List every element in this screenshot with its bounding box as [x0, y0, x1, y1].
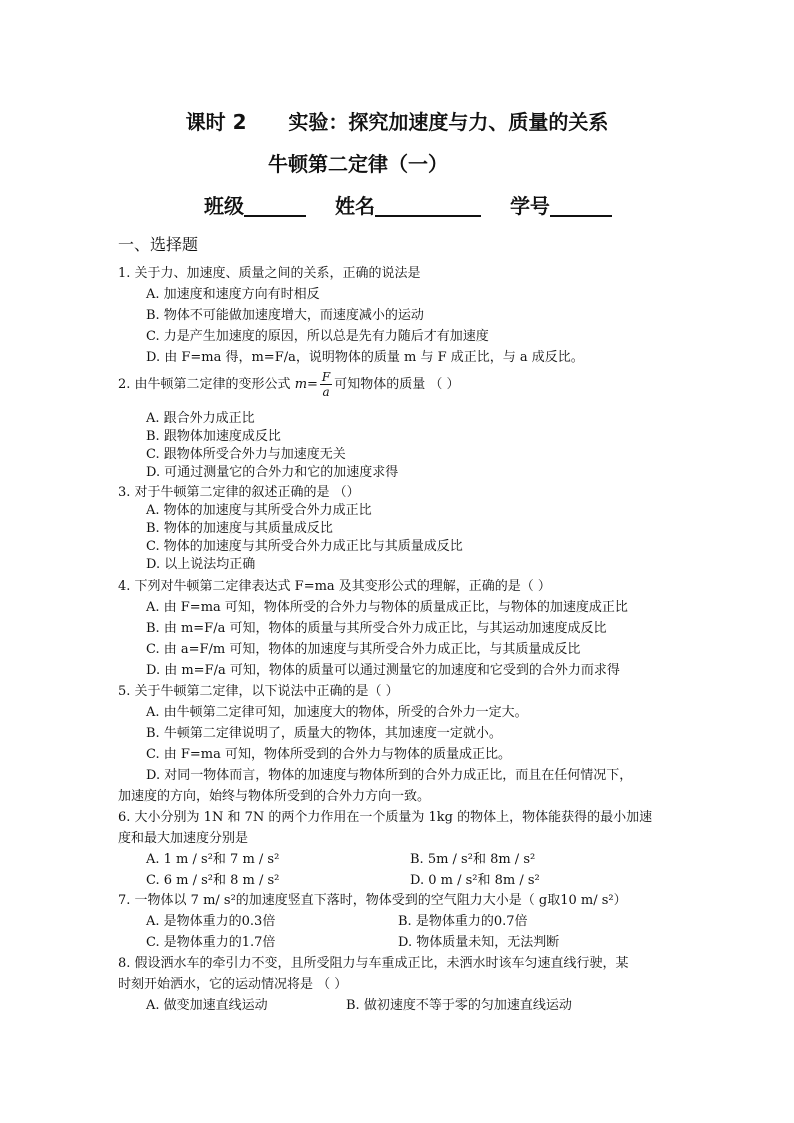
question-5-stem: 5. 关于牛顿第二定律，以下说法中正确的是（ ） [118, 684, 399, 699]
question-7-stem: 7. 一物体以 7 m/ s²的加速度竖直下落时，物体受到的空气阻力大小是（ g取10 m/ s²） [118, 893, 627, 908]
question-4-option-c: C. 由 a=F/m 可知，物体的加速度与其所受合外力成正比，与其质量成反比 [146, 642, 581, 657]
fraction-numerator: F [321, 370, 331, 384]
lesson-title: 课时 2 实验：探究加速度与力、质量的关系 [185, 110, 609, 134]
question-3-option-d: D. 以上说法均正确 [146, 557, 256, 572]
question-3-option-c: C. 物体的加速度与其所受合外力成正比与其质量成反比 [146, 539, 463, 554]
question-4-option-d: D. 由 m=F/a 可知，物体的质量可以通过测量它的加速度和它受到的合外力而求得 [146, 663, 620, 678]
question-2-option-b: B. 跟物体加速度成反比 [146, 429, 281, 444]
fraction-denominator: a [322, 385, 330, 399]
name-blank[interactable] [375, 195, 481, 217]
id-blank[interactable] [550, 195, 612, 217]
question-8-option-b: B. 做初速度不等于零的匀加速直线运动 [346, 998, 572, 1013]
question-1-option-a: A. 加速度和速度方向有时相反 [146, 287, 320, 302]
question-2-option-d: D. 可通过测量它的合外力和它的加速度求得 [146, 465, 399, 480]
name-label: 姓名 [334, 194, 375, 218]
question-1-option-d: D. 由 F=ma 得，m=F/a，说明物体的质量 m 与 F 成正比，与 a 成反比。 [146, 350, 584, 365]
question-2-fraction [320, 370, 332, 399]
question-3-stem: 3. 对于牛顿第二定律的叙述正确的是 （） [118, 485, 360, 500]
question-8-stem-continued: 时刻开始洒水，它的运动情况将是 （ ） [118, 977, 348, 992]
id-label: 学号 [509, 194, 550, 218]
question-7-option-b: B. 是物体重力的0.7倍 [398, 914, 528, 929]
question-7-option-c: C. 是物体重力的1.7倍 [146, 935, 276, 950]
question-2-stem [118, 370, 460, 399]
question-2-option-a: A. 跟合外力成正比 [146, 411, 255, 426]
question-3-option-a: A. 物体的加速度与其所受合外力成正比 [146, 503, 372, 518]
question-7-option-d: D. 物体质量未知，无法判断 [398, 935, 560, 950]
question-8-option-a: A. 做变加速直线运动 [146, 998, 268, 1013]
question-2-stem-pre: 2. 由牛顿第二定律的变形公式 [118, 377, 291, 392]
class-blank[interactable] [244, 195, 306, 217]
question-5-option-b: B. 牛顿第二定律说明了，质量大的物体，其加速度一定就小。 [146, 726, 502, 741]
question-5-option-d-continued: 加速度的方向，始终与物体所受到的合外力方向一致。 [118, 789, 431, 804]
question-6-option-a: A. 1 m / s²和 7 m / s² [146, 852, 280, 867]
question-4-option-a: A. 由 F=ma 可知，物体所受的合外力与物体的质量成正比，与物体的加速度成正比 [146, 600, 628, 615]
question-7-option-a: A. 是物体重力的0.3倍 [146, 914, 276, 929]
question-2-stem-post: 可知物体的质量 （ ） [334, 377, 460, 392]
section-heading: 一、选择题 [118, 235, 199, 254]
question-5-option-c: C. 由 F=ma 可知，物体所受到的合外力与物体的质量成正比。 [146, 747, 512, 762]
question-6-stem: 6. 大小分别为 1N 和 7N 的两个力作用在一个质量为 1kg 的物体上，物体能获得的最小加速 [118, 810, 653, 825]
question-1-option-c: C. 力是产生加速度的原因，所以总是先有力随后才有加速度 [146, 329, 489, 344]
question-5-option-a: A. 由牛顿第二定律可知，加速度大的物体，所受的合外力一定大。 [146, 705, 528, 720]
question-2-option-c: C. 跟物体所受合外力与加速度无关 [146, 447, 346, 462]
question-3-option-b: B. 物体的加速度与其质量成反比 [146, 521, 333, 536]
class-label: 班级 [204, 194, 244, 218]
question-4-stem: 4. 下列对牛顿第二定律表达式 F=ma 及其变形公式的理解，正确的是（ ） [118, 579, 551, 594]
question-6-option-c: C. 6 m / s²和 8 m / s² [146, 873, 280, 888]
question-1-option-b: B. 物体不可能做加速度增大，而速度减小的运动 [146, 308, 424, 323]
lesson-subtitle: 牛顿第二定律（一） [268, 152, 448, 176]
question-6-option-b: B. 5m / s²和 8m / s² [410, 852, 536, 867]
question-2-formula-m: m= [294, 377, 318, 392]
student-info-line [204, 190, 612, 219]
question-4-option-b: B. 由 m=F/a 可知，物体的质量与其所受合外力成正比，与其运动加速度成反比 [146, 621, 607, 636]
question-6-option-d: D. 0 m / s²和 8m / s² [410, 873, 540, 888]
question-5-option-d: D. 对同一物体而言，物体的加速度与物体所到的合外力成正比，而且在任何情况下， [146, 768, 633, 783]
question-8-stem: 8. 假设洒水车的牵引力不变，且所受阻力与车重成正比，未洒水时该车匀速直线行驶，某 [118, 956, 629, 971]
question-6-stem-continued: 度和最大加速度分别是 [118, 831, 249, 846]
question-1-stem: 1. 关于力、加速度、质量之间的关系，正确的说法是 [118, 266, 421, 281]
